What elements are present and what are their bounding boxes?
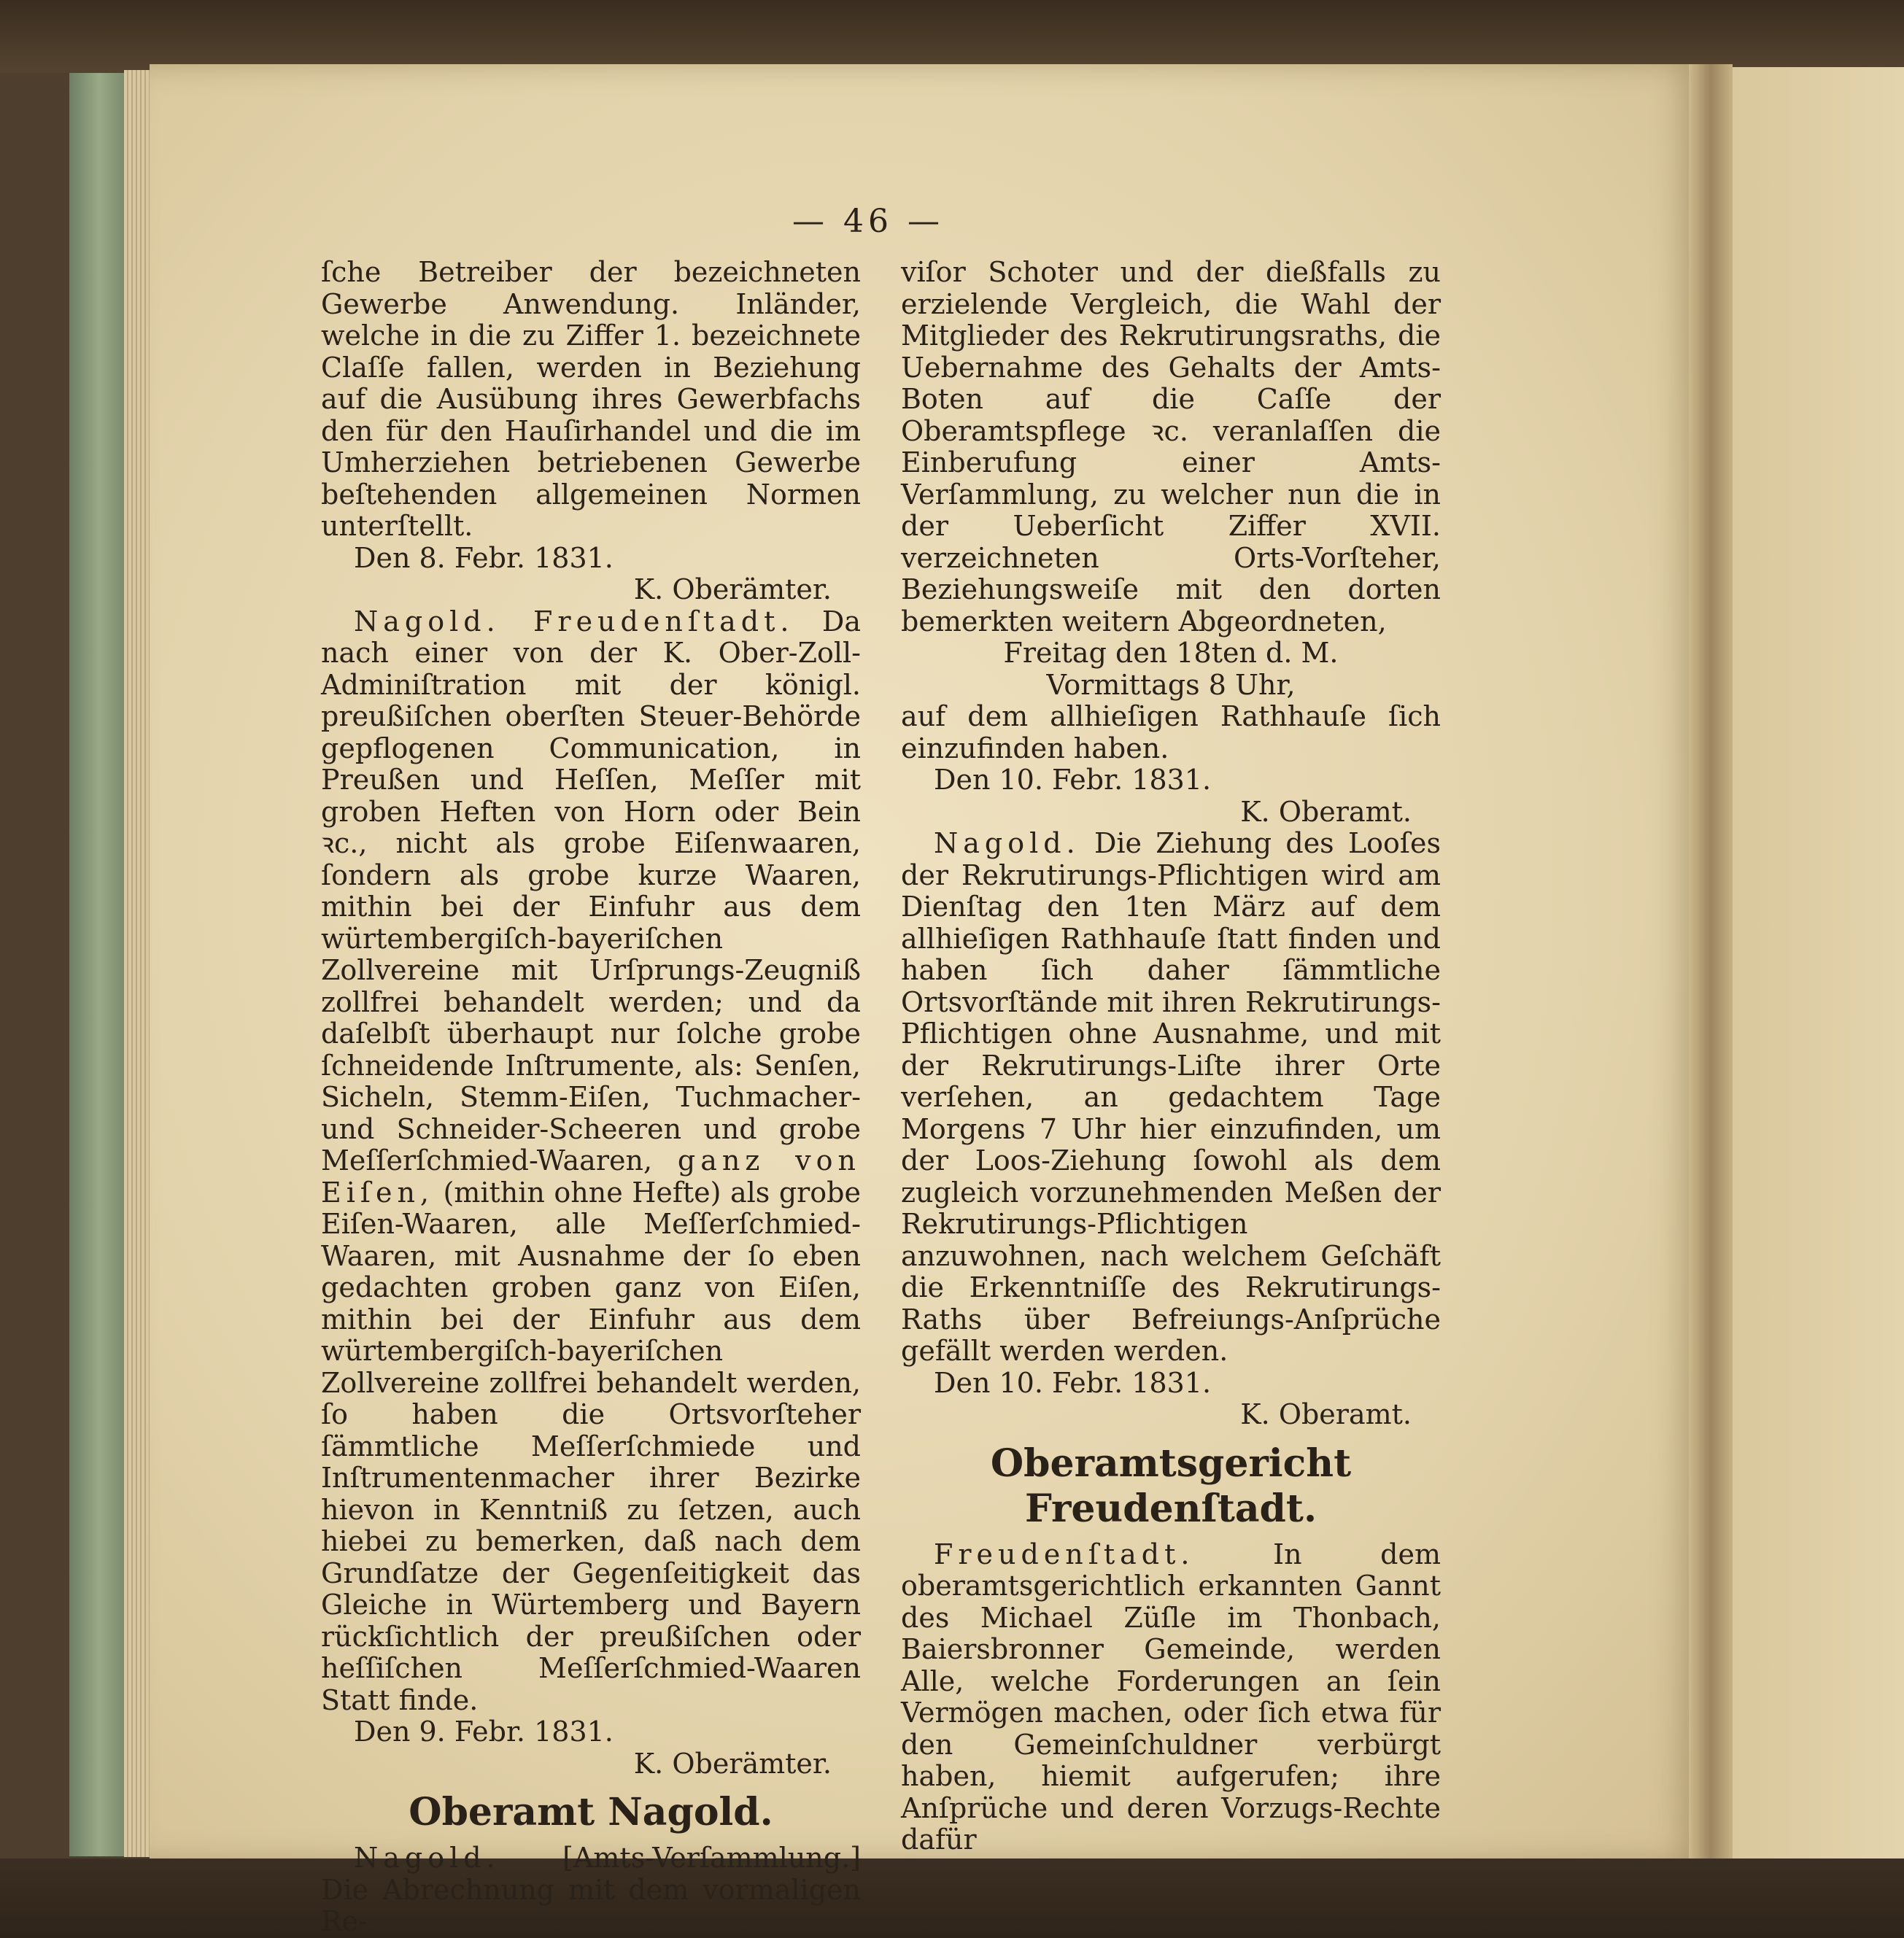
notice-place: Nagold. Freudenſtadt. <box>354 605 794 637</box>
notice-text: Da nach einer von der K. Ober-Zoll-Adminiſtration mit der königl. preußiſchen oberſten Steuer-Behörde gepflogenen Communication, in Preußen und Heſſen, Meſſer mit groben Heften von Horn oder Bein ꝛc., nicht als grobe Eiſenwaaren, ſondern als grobe kurze Waaren, mithin bei der Einfuhr aus dem würtembergiſch-bayeriſchen Zollvereine mit Urſprungs-Zeugniß zollfrei behandelt werden; und da daſelbſt überhaupt nur ſolche grobe ſchneidende Inſtrumente, als: Senſen, Sicheln, Stemm-Eiſen, Tuchmacher- und Schneider-Scheeren und grobe Meſſerſchmied-Waaren, <box>321 605 861 1177</box>
left-column <box>321 257 861 1938</box>
paragraph-continuation: ſche Betreiber der bezeichneten Gewerbe Anwendung. Inländer, welche in die zu Ziffer 1. bezeichnete Claſſe fallen, werden in Beziehung auf die Ausübung ihres Gewerbfachs den für den Hauſirhandel und die im Umherziehen betriebenen Gewerbe beſtehenden allgemeinen Normen unterſtellt. <box>321 256 861 542</box>
signature-line: K. Oberämter. <box>633 1747 832 1780</box>
notice-paragraph <box>321 606 861 1717</box>
signature-line: K. Oberamt. <box>1240 795 1412 828</box>
section-heading: Oberamtsgericht Freudenſtadt. <box>990 1441 1352 1531</box>
meeting-date-line: Freitag den 18ten d. M. <box>1003 637 1339 669</box>
notice-text-rest: (mithin ohne Hefte) als grobe Eiſen-Waaren, alle Meſſerſchmied-Waaren, mit Ausnahme der ſo eben gedachten groben ganz von Eiſen, mithin bei der Einfuhr aus dem würtembergiſch-bayeriſchen Zollvereine zollfrei behandelt werden, ſo haben die Ortsvorſteher ſämmtliche Meſſerſchmiede und Inſtrumentenmacher ihrer Bezirke hievon in Kenntniß zu ſetzen, auch hiebei zu bemerken, daß nach dem Grundſatze der Gegenſeitigkeit das Gleiche in Würtemberg und Bayern rückſichtlich der preußiſchen oder heſſiſchen Meſſerſchmied-Waaren Statt finde. <box>321 1176 861 1716</box>
date-line: Den 10. Febr. 1831. <box>934 1366 1212 1399</box>
notice-text: In dem oberamtsgerichtlich erkannten Gannt des Michael Züſle im Thonbach, Baiersbronner Gemeinde, werden Alle, welche Forderungen an ſein Vermögen machen, oder ſich etwa für den Gemeinſchuldner verbürgt haben, hiemit aufgerufen; ihre Anſprüche und deren Vorzugs-Rechte dafür <box>901 1538 1441 1856</box>
notice-spaced-phrase: ganz von Eiſen, <box>321 1144 861 1209</box>
notice-place: Nagold. <box>354 1842 500 1874</box>
date-line: Den 9. Febr. 1831. <box>354 1716 614 1748</box>
notice-paragraph <box>321 1842 861 1938</box>
book-cover-top <box>0 0 1904 73</box>
notice-place: Nagold. <box>934 827 1080 859</box>
date-line: Den 10. Febr. 1831. <box>934 764 1212 796</box>
book-bottom-edge <box>0 1858 1904 1938</box>
notice-text: [Amts-Verſammlung.] Die Abrechnung mit dem vormaligen Re- <box>321 1842 861 1937</box>
book-spine <box>69 73 126 1856</box>
notice-paragraph <box>901 828 1441 1368</box>
meeting-time-line: Vormittags 8 Uhr, <box>1046 668 1296 701</box>
section-heading: Oberamt Nagold. <box>409 1790 773 1834</box>
signature-line: K. Oberamt. <box>1240 1398 1412 1430</box>
page-edges <box>124 70 150 1857</box>
paragraph-end: auf dem allhieſigen Rathhauſe ſich einzufinden haben. <box>901 700 1441 764</box>
signature-line: K. Oberämter. <box>633 573 832 605</box>
page-number: — 46 — <box>792 203 944 240</box>
notice-place: Freudenſtadt. <box>934 1538 1195 1570</box>
notice-paragraph <box>901 1539 1441 1856</box>
book-gutter <box>1689 64 1733 1862</box>
facing-page-edge <box>1733 67 1904 1861</box>
right-column <box>901 257 1441 1856</box>
date-line: Den 8. Febr. 1831. <box>354 541 614 574</box>
notice-text: Die Ziehung des Looſes der Rekrutirungs-Pflichtigen wird am Dienſtag den 1ten März auf dem allhieſigen Rathhauſe ſtatt finden und haben ſich daher ſämmtliche Ortsvorſtände mit ihren Rekrutirungs-Pflichtigen ohne Ausnahme, und mit der Rekrutirungs-Liſte ihrer Orte verſehen, an gedachtem Tage Morgens 7 Uhr hier einzufinden, um der Loos-Ziehung ſowohl als dem zugleich vorzunehmenden Meßen der Rekrutirungs-Pflichtigen anzuwohnen, nach welchem Geſchäft die Erkenntniſſe des Rekrutirungs-Raths über Befreiungs-Anſprüche gefällt werden werden. <box>901 827 1441 1367</box>
paragraph-continuation: viſor Schoter und der dießfalls zu erzielende Vergleich, die Wahl der Mitglieder des Rekrutirungsraths, die Uebernahme des Gehalts der Amts-Boten auf die Caſſe der Oberamtspflege ꝛc. veranlaſſen die Einberufung einer Amts-Verſammlung, zu welcher nun die in der Ueberſicht Ziffer XVII. verzeichneten Orts-Vorſteher, Beziehungsweiſe mit den dorten bemerkten weitern Abgeordneten, <box>901 256 1441 637</box>
